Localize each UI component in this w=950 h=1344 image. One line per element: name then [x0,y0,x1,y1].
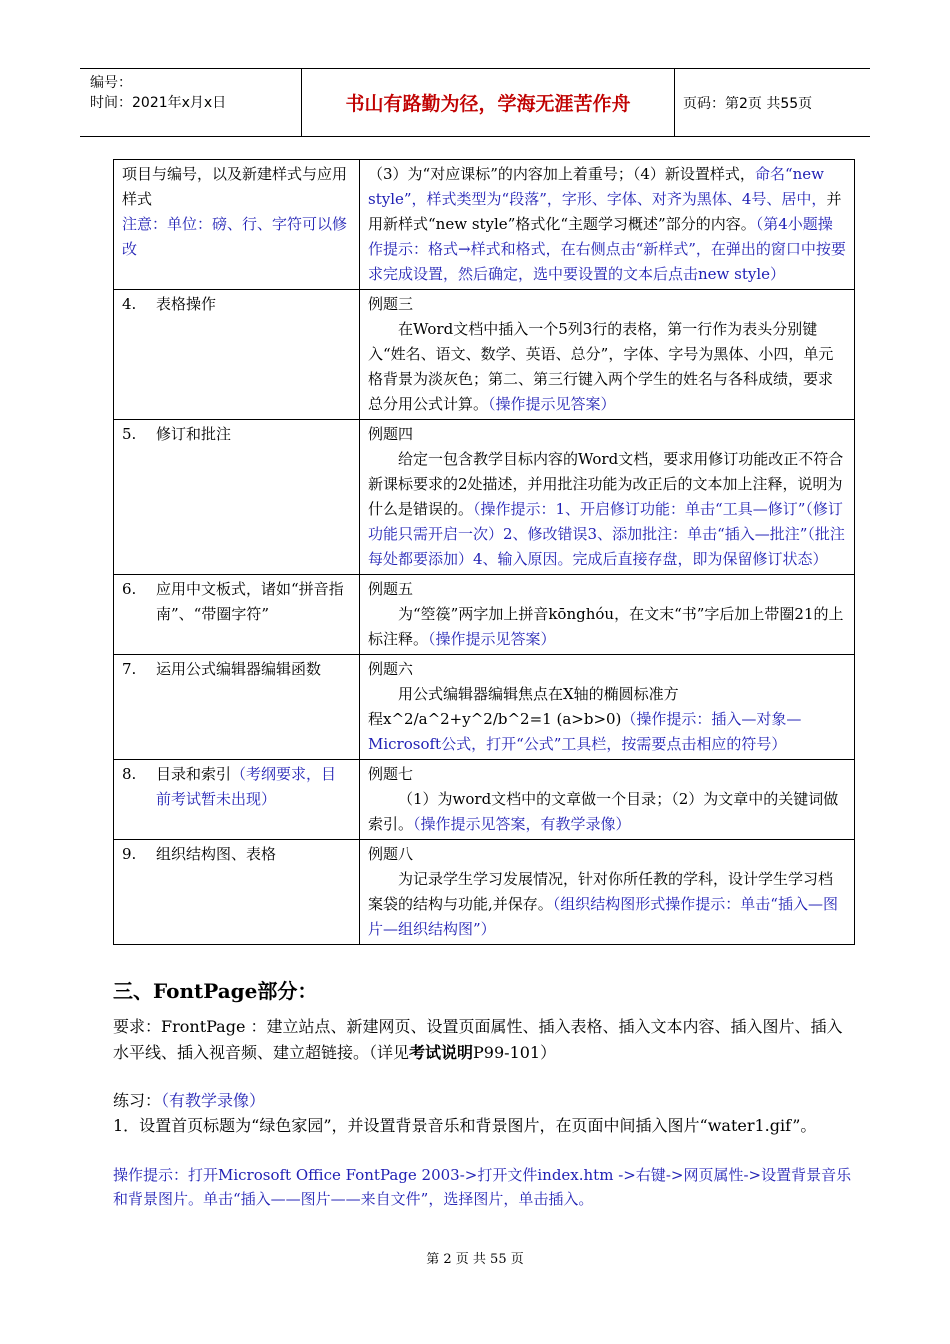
example-text: 用公式编辑器编辑焦点在X轴的椭圆标准方 [398,685,679,703]
table-row [114,290,855,420]
table-cell-right [360,760,855,840]
row-topic: 应用中文板式，诸如“拼音指南”、“带圈字符” [156,580,344,623]
row-topic: 修订和批注 [156,425,232,443]
example-text: 给定一包含教学目标内容的Word文档，要求用修订功能改正不符合新课标要求的2处描述，并用批注功能为改正后的文本加上注释，说明为什么是错误的。 [368,450,844,518]
example-title: 例题四 [368,425,414,443]
requirements-bold: 考试说明 [409,1043,474,1062]
code-label: 编号： [90,75,132,91]
example-text: 为记录学生学习发展情况，针对你所任教的学科，设计学生学习档案袋的结构与功能,并保存。 [368,870,834,913]
page-footer: 第 2 页 共 55 页 [426,1252,524,1267]
practice-label: 练习： [113,1091,162,1110]
requirements-paragraph [113,1014,853,1066]
example-hint: （操作提示见答案） [428,630,556,648]
cell-note: 注意：单位：磅、行、字符可以修改 [122,215,348,258]
row-topic-note: （考纲要求，目前考试暂未出现） [156,765,337,808]
table-row [114,160,855,290]
example-body [368,787,846,837]
example-text: （1）为word文档中的文章做一个目录；（2）为文章中的关键词做索引。 [368,790,839,833]
table-row [114,575,855,655]
example-body [368,317,846,417]
cell-hint: （第4小题操作提示：格式→样式和格式，在右侧点击“新样式”，在弹出的窗口中按要求完成设置，然后确定，选中要设置的文本后点击new style） [368,215,846,283]
table-cell-right [360,290,855,420]
row-number: 5. [122,425,137,443]
row-topic: 组织结构图、表格 [156,845,277,863]
table-cell-right [360,840,855,945]
practice-line [113,1088,853,1114]
example-text: 为“箜篌”两字加上拼音kōnghóu，在文末“书”字后加上带圈21的上标注释。 [368,605,844,648]
example-hint: （操作提示：1、开启修订功能：单击“工具—修订”（修订功能只需开启一次）2、修改错误3、添加批注：单击“插入—批注”（批注每处都要添加）4、输入原因。完成后直接存盘，即为保留修订状态） [368,500,845,568]
table-cell-left [114,160,360,290]
example-title: 例题六 [368,660,414,678]
header-page-label: 页码：第2页 共55页 [683,95,813,112]
table-cell-right [360,160,855,290]
example-hint: （操作提示见答案） [488,395,616,413]
table-cell-right [360,420,855,575]
example-formula: 程x^2/a^2+y^2/b^2=1 (a>b>0) [368,710,622,728]
example-body [368,602,846,652]
requirements-text: 要求：FrontPage ：建立站点、新建网页、设置页面属性、插入表格、插入文本内容、插入图片、插入水平线、插入视音频、建立超链接。（详见 [113,1017,843,1062]
practice-hint: （有教学录像） [161,1091,266,1110]
table-cell-left [114,575,360,655]
page-header [80,68,870,137]
table-row [114,655,855,760]
row-topic: 表格操作 [156,295,217,313]
cell-text: 项目与编号，以及新建样式与应用样式 [122,165,348,208]
table-cell-left [114,760,360,840]
row-number: 7. [122,660,137,678]
table-cell-left [114,655,360,760]
table-row [114,420,855,575]
table-row [114,840,855,945]
example-hint: （组织结构图形式操作提示：单击“插入—图片—组织结构图”） [368,895,838,938]
content-table [113,159,855,945]
cell-text: （3）为“对应课标”的内容加上着重号；（4）新设置样式， [368,165,755,183]
example-title: 例题三 [368,295,414,313]
header-meta [80,69,302,136]
example-text: 在Word文档中插入一个5列3行的表格，第一行作为表头分别键入“姓名、语文、数学、英语、总分”，字体、字号为黑体、小四，单元格背景为淡灰色；第二、第三行键入两个学生的姓名与各科成绩，要求总分用公式计算。 [368,320,834,413]
example-body [368,447,846,572]
row-number: 8. [122,765,137,783]
example-hint: （操作提示见答案，有教学录像） [413,815,631,833]
example-body [368,867,846,942]
cell-text-blue: 命名“new style”，样式类型为“段落”，字形、字体、对齐为黑体、4号、居中， [368,165,827,208]
table-cell-left [114,290,360,420]
example-title: 例题五 [368,580,414,598]
cell-text: 并用新样式“new style”格式化“主题学习概述”部分的内容。 [368,190,842,233]
table-cell-left [114,420,360,575]
table-cell-left [114,840,360,945]
row-topic: 目录和索引 [156,765,232,783]
table-cell-right [360,655,855,760]
example-title: 例题七 [368,765,414,783]
row-topic: 运用公式编辑器编辑函数 [156,660,322,678]
row-number: 6. [122,580,137,598]
example-title: 例题八 [368,845,414,863]
table-row [114,760,855,840]
row-number: 4. [122,295,137,313]
requirements-pages: P99-101） [473,1043,557,1062]
example-hint: （操作提示：插入—对象—Microsoft公式，打开“公式”工具栏，按需要点击相应的符号） [368,710,802,753]
table-cell-right [360,575,855,655]
row-number: 9. [122,845,137,863]
exercise-item-1-hint: 操作提示：打开Microsoft Office FontPage 2003->打开文件index.htm ->右键->网页属性->设置背景音乐和背景图片。单击“插入——图片——来自文件”，选择图片，单击插入。 [113,1166,852,1208]
example-body [368,707,846,757]
exercise-item-1: 1．设置首页标题为“绿色家园”，并设置背景音乐和背景图片，在页面中间插入图片“water1.gif”。 [113,1116,817,1135]
header-motto: 书山有路勤为径，学海无涯苦作舟 [302,69,675,136]
section-heading: 三、FontPage部分： [113,979,318,1003]
time-label: 时间：2021年x月x日 [90,95,227,111]
